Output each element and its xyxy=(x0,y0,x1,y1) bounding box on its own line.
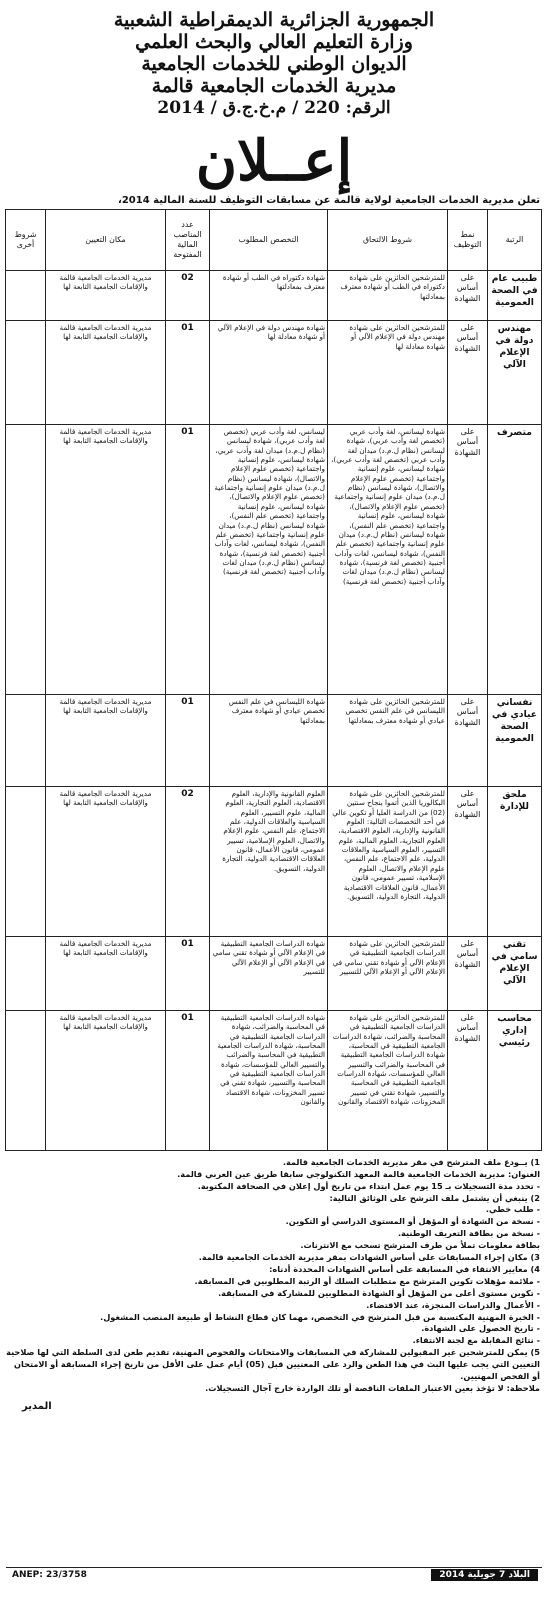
other-cell xyxy=(6,786,46,936)
note-line: 5) يمكن للمترشحين غير المقبولين للمشاركة في المسابقات والامتحانات والفحوص المهنية، تقديم طعن لدى السلطة التي لها صلاحية التعيين التي يجب عليها البث في هذا الطعن والرد على المعنيين قبل (05) أيام عمل على الأقل من تاريخ إجراء المسابقة أو الامتحان أو الفحص المهنيين. xyxy=(6,1347,540,1381)
other-cell xyxy=(6,424,46,694)
col-conditions: شروط الالتحاق xyxy=(328,209,448,270)
col-count: عدد المناصب المالية المفتوحة xyxy=(166,209,210,270)
note-remark: ملاحظة: لا تؤخذ بعين الاعتبار الملفات الناقصة أو تلك الواردة خارج آجال التسجيلات. xyxy=(205,1382,540,1393)
mode-cell: على أساس الشهادة xyxy=(448,936,488,1010)
signature: المدير xyxy=(22,1400,52,1412)
mode-cell: على أساس الشهادة xyxy=(448,786,488,936)
count-cell: 01 xyxy=(166,936,210,1010)
rank-cell: طبيب عام في الصحة العمومية xyxy=(488,270,542,320)
place-cell: مديرية الخدمات الجامعية قالمة والإقامات الجامعية التابعة لها xyxy=(46,786,166,936)
intro-text: تعلن مديرية الخدمات الجامعية لولاية قالمة عن مسابقات التوظيف للسنة المالية 2014، xyxy=(118,194,540,206)
other-cell xyxy=(6,694,46,786)
header-republic: الجمهورية الجزائرية الديمقراطية الشعبية xyxy=(113,9,435,31)
conditions-cell: للمترشحين الحائزين على شهادة الدراسات الجامعية التطبيقية في الإعلام الآلي أو شهادة تقني سامي في الإعلام الآلي أو الإعلام الآلي للتسيير xyxy=(328,936,448,1010)
table-row xyxy=(6,694,542,786)
note-line: - الأعمال والدراسات المنجزة، عند الاقتضاء. xyxy=(366,1299,540,1310)
notes-section xyxy=(6,1157,542,1395)
conditions-cell: للمترشحين الحائزين على شهادة دكتوراه في الطب أو شهادة معترف بمعادلتها xyxy=(328,270,448,320)
place-cell: مديرية الخدمات الجامعية قالمة والإقامات الجامعية التابعة لها xyxy=(46,270,166,320)
rank-cell: متصرف xyxy=(488,424,542,694)
rank-cell: ملحق للإدارة xyxy=(488,786,542,936)
mode-cell: على أساس الشهادة xyxy=(448,1010,488,1150)
table-row xyxy=(6,424,542,694)
table-row xyxy=(6,320,542,424)
note-line: 4) معايير الانتقاء في المسابقة على أساس الشهادات المحددة أدناه: xyxy=(269,1263,540,1274)
note-line: - تاريخ الحصول على الشهادة. xyxy=(421,1323,540,1334)
table-header-row xyxy=(6,209,542,270)
specialty-cell: شهادة دكتوراه في الطب أو شهادة معترف بمعادلتها xyxy=(210,270,328,320)
specialty-cell: شهادة الليسانس في علم النفس تخصص عيادي أو شهادة معترف بمعادلتها xyxy=(210,694,328,786)
mode-cell: على أساس الشهادة xyxy=(448,694,488,786)
official-header xyxy=(6,6,542,119)
announcement-title: إعــلان xyxy=(195,127,353,194)
header-ministry: وزارة التعليم العالي والبحث العلمي xyxy=(135,30,413,53)
specialty-cell: شهادة الدراسات الجامعية التطبيقية في الإعلام الآلي أو شهادة تقني سامي في الإعلام الآلي أو الإعلام الآلي للتسيير xyxy=(210,936,328,1010)
publication-badge: البلاد 7 جويلية 2014 xyxy=(431,1569,538,1581)
note-line: 3) مكان إجراء المسابقات على أساس الشهادات بمقر مديرية الخدمات الجامعية قالمة. xyxy=(198,1252,540,1263)
note-line: بطاقة معلومات تملأ من طرف المترشح تسحب مع الانترنات. xyxy=(300,1240,540,1251)
count-cell: 02 xyxy=(166,786,210,936)
other-cell xyxy=(6,936,46,1010)
header-directorate: مديرية الخدمات الجامعية قالمة xyxy=(151,74,397,97)
conditions-cell: للمترشحين الحائزين على شهادة مهندس دولة في الإعلام الآلي أو شهادة معادلة لها xyxy=(328,320,448,424)
specialty-cell: العلوم القانونية والإدارية، العلوم الاقتصادية، العلوم التجارية، العلوم المالية، علوم التسيير، العلوم السياسية والعلاقات الدولية، علم الاجتماع، علم النفس، علوم الإعلام والاتصال، العلوم الإسلامية، تسيير عمومي، قانون الأعمال، قانون العلاقات الاقتصادية الدولية، التجارة الدولية، التسويق. xyxy=(210,786,328,936)
anep-code: ANEP: 23/3758 xyxy=(12,1570,87,1580)
count-cell: 01 xyxy=(166,1010,210,1150)
count-cell: 01 xyxy=(166,694,210,786)
note-line: - نسخة من بطاقة التعريف الوطنية. xyxy=(397,1228,540,1239)
page-footer xyxy=(6,1567,542,1584)
rank-cell: نفساني عيادي في الصحة العمومية xyxy=(488,694,542,786)
table-row xyxy=(6,270,542,320)
note-line: - نسخة من الشهادة أو المؤهل أو المستوى الدراسي أو التكوين. xyxy=(285,1216,540,1227)
other-cell xyxy=(6,1010,46,1150)
note-line: - طلب خطي. xyxy=(485,1204,540,1215)
col-rank: الرتبة xyxy=(488,209,542,270)
place-cell: مديرية الخدمات الجامعية قالمة والإقامات الجامعية التابعة لها xyxy=(46,694,166,786)
note-line: 1) يــودع ملف المترشح في مقر مديرية الخدمات الجامعية قالمة. xyxy=(282,1156,540,1167)
reference-number: الرقم: 220 / م.خ.ج.ق / 2014 xyxy=(157,98,391,119)
specialty-cell: شهادة مهندس دولة في الإعلام الآلي أو شهادة معادلة لها xyxy=(210,320,328,424)
col-other: شروط أخرى xyxy=(6,209,46,270)
rank-cell: مهندس دولة في الإعلام الآلي xyxy=(488,320,542,424)
table-row xyxy=(6,786,542,936)
note-line: - تحدد مدة التسجيلات بـ 15 يوم عمل ابتداء من تاريخ أول إعلان في الصحافة المكتوبة. xyxy=(197,1180,540,1191)
conditions-cell: للمترشحين الحائزين على شهادة الليسانس في علم النفس تخصص عيادي أو شهادة معترف بمعادلتها xyxy=(328,694,448,786)
count-cell: 01 xyxy=(166,320,210,424)
other-cell xyxy=(6,320,46,424)
note-line: - تكوين مستوى أعلى من المؤهل أو الشهادة المطلوبين للمشاركة في المسابقة. xyxy=(218,1287,540,1298)
mode-cell: على أساس الشهادة xyxy=(448,320,488,424)
note-line: - الخبرة المهنية المكتسبة من قبل المترشح في التخصص، مهما كان قطاع النشاط أو طبيعة المنصب المشغول. xyxy=(100,1311,540,1322)
mode-cell: على أساس الشهادة xyxy=(448,270,488,320)
note-line: - ملائمة مؤهلات تكوين المترشح مع متطلبات السلك أو الرتبة المطلوبين في المسابقة. xyxy=(194,1275,540,1286)
note-line: - نتائج المقابلة مع لجنة الانتقاء. xyxy=(412,1335,540,1346)
specialty-cell: ليسانس، لغة وأدب عربي (تخصص لغة وأدب عربي)، شهادة ليسانس (نظام ل.م.د) ميدان لغة وأدب عربي، شهادة ليسانس، علوم إنسانية واجتماعية (تخصص علوم الإعلام والاتصال)، شهادة ليسانس (نظام ل.م.د) ميدان علوم إنسانية واجتماعية (تخصص علوم الإعلام والاتصال)، شهادة ليسانس، علوم إنسانية واجتماعية (تخصص علم النفس)، شهادة ليسانس (نظام ل.م.د) ميدان علوم إنسانية واجتماعية (تخصص علم النفس)، شهادة ليسانس، لغات وآداب أجنبية (تخصص لغة فرنسية)، شهادة ليسانس (نظام ل.م.د) ميدان لغات وآداب أجنبية (تخصص لغة فرنسية) xyxy=(210,424,328,694)
place-cell: مديرية الخدمات الجامعية قالمة والإقامات الجامعية التابعة لها xyxy=(46,1010,166,1150)
place-cell: مديرية الخدمات الجامعية قالمة والإقامات الجامعية التابعة لها xyxy=(46,936,166,1010)
place-cell: مديرية الخدمات الجامعية قالمة والإقامات الجامعية التابعة لها xyxy=(46,320,166,424)
place-cell: مديرية الخدمات الجامعية قالمة والإقامات الجامعية التابعة لها xyxy=(46,424,166,694)
col-mode: نمط التوظيف xyxy=(448,209,488,270)
count-cell: 02 xyxy=(166,270,210,320)
col-place: مكان التعيين xyxy=(46,209,166,270)
col-specialty: التخصص المطلوب xyxy=(210,209,328,270)
note-line: العنوان: مديرية الخدمات الجامعية قالمة المعهد التكنولوجي سابقا طريق عين العربي قالمة. xyxy=(177,1168,540,1179)
other-cell xyxy=(6,270,46,320)
rank-cell: تقني سامي في الإعلام الآلي xyxy=(488,936,542,1010)
conditions-cell: للمترشحين الحائزين على شهادة الدراسات الجامعية التطبيقية في المحاسبة والضرائب، شهادة الدراسات الجامعية التطبيقية في المحاسبة، شهادة الدراسات الجامعية التطبيقية في المحاسبة والضرائب والتسيير العالي للمؤسسات، شهادة الدراسات الجامعية التطبيقية في المحاسبة والتسيير، شهادة تقني في تسيير المخزونات، شهادة الاقتصاد والقانون xyxy=(328,1010,448,1150)
header-office: الديوان الوطني للخدمات الجامعية xyxy=(141,52,407,75)
specialty-cell: شهادة الدراسات الجامعية التطبيقية في المحاسبة والضرائب، شهادة الدراسات الجامعية التطبيقية في المحاسبة، شهادة الدراسات الجامعية التطبيقية في المحاسبة والضرائب والتسيير العالي للمؤسسات، شهادة الدراسات الجامعية التطبيقية في المحاسبة والتسيير، شهادة تقني في تسيير المخزونات، شهادة الاقتصاد والقانون xyxy=(210,1010,328,1150)
conditions-cell: للمترشحين الحائزين على شهادة البكالوريا الذين أتموا بنجاح سنتين (02) من الدراسة العليا أو تكوين عالي في أحد التخصصات التالية: العلوم القانونية والإدارية، العلوم الاقتصادية، العلوم التجارية، العلوم المالية، علوم التسيير، العلوم السياسية والعلاقات الدولية، علم الاجتماع، علم النفس، علوم الإعلام والاتصال، العلوم الإسلامية، تسيير عمومي، قانون الأعمال، قانون العلاقات الاقتصادية الدولية، التجارة الدولية، التسويق. xyxy=(328,786,448,936)
table-row xyxy=(6,1010,542,1150)
count-cell: 01 xyxy=(166,424,210,694)
conditions-cell: شهادة ليسانس، لغة وأدب عربي (تخصص لغة وأدب عربي)، شهادة ليسانس (نظام ل.م.د) ميدان لغة وأدب عربي (تخصص لغة وأدب عربي)، شهادة ليسانس، علوم إنسانية واجتماعية (تخصص علوم الإعلام والاتصال)، شهادة ليسانس (نظام ل.م.د) ميدان علوم إنسانية واجتماعية (تخصص علوم الإعلام والاتصال)، شهادة ليسانس، علوم إنسانية واجتماعية (تخصص علم النفس)، شهادة ليسانس (نظام ل.م.د) ميدان علوم إنسانية واجتماعية (تخصص علم النفس)، شهادة ليسانس، لغات وآداب أجنبية (تخصص لغة فرنسية)، شهادة ليسانس (نظام ل.م.د) ميدان لغات وآداب أجنبية (تخصص لغة فرنسية) xyxy=(328,424,448,694)
positions-table xyxy=(5,209,542,1151)
mode-cell: على أساس الشهادة xyxy=(448,424,488,694)
rank-cell: محاسب إداري رئيسي xyxy=(488,1010,542,1150)
note-line: 2) ينبغي أن يشتمل ملف الترشح على الوثائق التالية: xyxy=(329,1192,540,1203)
announcement-page xyxy=(6,6,542,1594)
table-row xyxy=(6,936,542,1010)
